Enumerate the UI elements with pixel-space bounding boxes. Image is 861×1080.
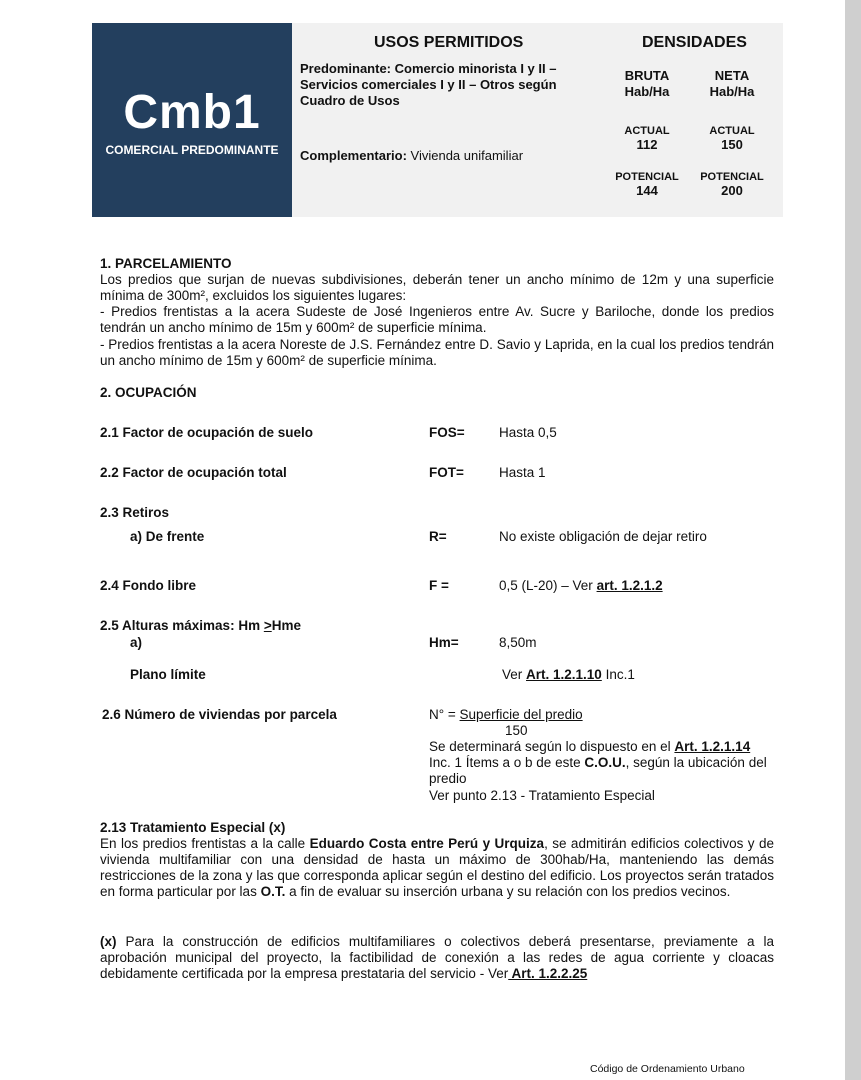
fondo-libre-text: 0,5 (L-20) – Ver [499,578,597,593]
viviendas-formula-eq: N° = [429,707,460,722]
fot-label: 2.2 Factor de ocupación total [100,465,287,480]
bruta-actual-value: 112 [636,137,658,152]
tratamiento-street: Eduardo Costa entre Perú y Urquiza [309,836,545,851]
bruta-potencial [607,171,687,198]
alturas-label [100,618,301,634]
viviendas-note-line-3: predio [429,771,467,786]
footnote-marker: (x) [100,934,117,949]
section-1-title: 1. PARCELAMIENTO [100,256,232,271]
section-1-paragraph-2: - Predios frentistas a la acera Sudeste de José Ingenieros entre Av. Sucre y Bariloche, donde los predios tendrán un ancho mínimo de 15m y 600m² de superficie mínima. [100,304,774,335]
retiro-value: No existe obligación de dejar retiro [499,529,707,544]
section-1-paragraph-1: Los predios que surjan de nuevas subdivisiones, deberán tener un ancho mínimo de 12m y una superficie mínima de 300m², excluidos los siguientes lugares: [100,272,774,303]
fot-value: Hasta 1 [499,465,546,480]
bruta-label: BRUTA [624,68,670,83]
plano-limite-value [502,667,635,683]
bruta-unit: Hab/Ha [624,84,670,99]
viviendas-note-text-3: , según la ubicación del [625,755,767,770]
alturas-label-suffix: Hme [271,618,301,633]
retiro-frente-label: a) De frente [130,529,205,544]
viviendas-note-text-2: Inc. 1 Ítems a o b de este [429,755,585,770]
zone-code: Cmb1 [123,86,261,139]
fondo-libre-value [499,578,663,594]
neta-potencial-label: POTENCIAL [700,171,764,183]
page-footer: Código de Ordenamiento Urbano [590,1063,745,1075]
fos-label: 2.1 Factor de ocupación de suelo [100,425,314,440]
zone-code-subtitle: COMERCIAL PREDOMINANTE [105,143,279,157]
retiros-label: 2.3 Retiros [100,505,170,520]
article-link-12114[interactable]: Art. 1.2.1.14 [674,739,751,754]
section-1-paragraph-3: - Predios frentistas a la acera Noreste de J.S. Fernández entre D. Savio y Laprida, en la cual los predios tendrán un ancho mínimo de 15m y 600m² de superficie mínima. [100,337,774,368]
fos-symbol: FOS= [429,425,465,440]
article-link-12225[interactable]: Art. 1.2.2.25 [508,966,588,981]
neta-actual [692,125,772,152]
page-edge-shadow [845,0,861,1080]
hm-value: 8,50m [499,635,537,650]
tratamiento-especial-title: 2.13 Tratamiento Especial (x) [100,820,286,835]
tratamiento-especial-paragraph [100,836,774,900]
retiro-symbol: R= [429,529,447,544]
footnote-paragraph [100,934,774,982]
viviendas-label: 2.6 Número de viviendas por parcela [102,707,337,722]
complementario-label: Complementario: [300,148,407,163]
tratamiento-text-3: a fin de evaluar su inserción urbana y su relación con los predios vecinos. [285,884,731,899]
neta-unit: Hab/Ha [709,84,755,99]
alturas-label-text: 2.5 Alturas máximas: Hm [100,618,264,633]
viviendas-note-line-1 [429,739,775,755]
viviendas-formula-numerator: Superficie del predio [459,707,583,722]
footnote-text: Para la construcción de edificios multifamiliares o colectivos deberá presentarse, previamente a la aprobación municipal del proyecto, la factibilidad de conexión a las redes de agua corriente y cloacas debidamente certificada por la empresa prestataria del servicio - Ver [100,934,774,981]
article-link-1212[interactable]: art. 1.2.1.2 [596,578,663,593]
plano-limite-label: Plano límite [130,667,206,682]
predominante-label: Predominante: [300,61,392,76]
neta-actual-value: 150 [721,137,743,152]
viviendas-formula [429,707,583,723]
neta-potencial-value: 200 [721,183,743,198]
alturas-a-label: a) [130,635,143,650]
complementario-text [300,148,523,163]
bruta-potencial-label: POTENCIAL [615,171,679,183]
section-2-title: 2. OCUPACIÓN [100,385,197,400]
complementario-value: Vivienda unifamiliar [410,148,524,163]
zone-code-box [92,23,292,217]
zone-header [92,23,783,217]
bruta-actual [607,125,687,152]
neta-header [692,68,772,100]
bruta-header [607,68,687,100]
neta-label: NETA [714,68,750,83]
fondo-libre-label: 2.4 Fondo libre [100,578,197,593]
viviendas-note-text-1: Se determinará según lo dispuesto en el [429,739,675,754]
cou-abbrev: C.O.U. [584,755,626,770]
fos-value: Hasta 0,5 [499,425,557,440]
viviendas-note-line-4: Ver punto 2.13 - Tratamiento Especial [429,788,655,803]
viviendas-note-line-2 [429,755,767,771]
fot-symbol: FOT= [429,465,464,480]
bruta-potencial-value: 144 [636,183,658,198]
bruta-actual-label: ACTUAL [624,125,670,137]
densidades-title: DENSIDADES [642,34,747,51]
tratamiento-text-1: En los predios frentistas a la calle [100,836,310,851]
greater-equal-symbol: > [263,618,272,633]
plano-limite-inc: Inc.1 [601,667,635,682]
usos-title: USOS PERMITIDOS [374,34,524,51]
predominante-value: Comercio minorista I y II – Servicios comerciales I y II – Otros según Cuadro de Usos [300,61,557,108]
plano-limite-ver: Ver [502,667,527,682]
viviendas-formula-denominator: 150 [505,723,528,738]
article-link-12110[interactable]: Art. 1.2.1.10 [526,667,602,682]
neta-actual-label: ACTUAL [709,125,755,137]
fondo-libre-symbol: F = [429,578,449,593]
ot-abbrev: O.T. [260,884,286,899]
hm-symbol: Hm= [429,635,459,650]
neta-potencial [692,171,772,198]
predominante-text [300,61,590,109]
tratamiento-text-2: , se admitirán edificios colectivos y de vivienda multifamiliar con una densidad de hasta un máximo de 300hab/Ha, manteniendo las demás restricciones de la zona y las que corresponda aplicar según el destino del edificio. Los proyectos serán tratados en forma particular por las [100,836,774,899]
